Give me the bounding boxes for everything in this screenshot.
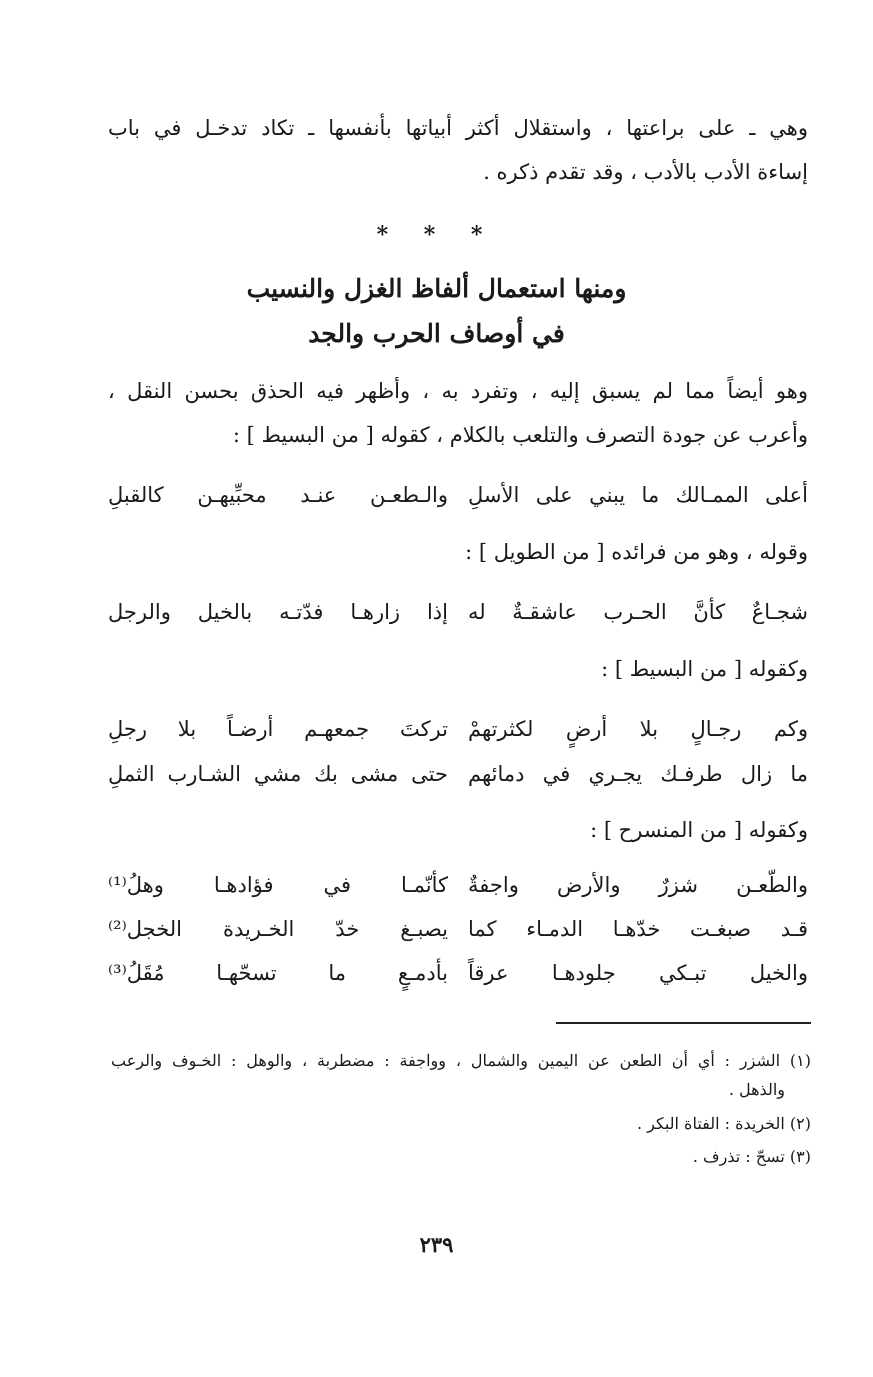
section-title-line-1: ومنها استعمال ألفاظ الغزل والنسيب bbox=[246, 274, 627, 303]
verse-first-hemistich: والطّعـن شزرٌ والأرض واجفةٌ bbox=[468, 873, 808, 897]
verse-row bbox=[108, 712, 808, 746]
verse-intro: وقوله ، وهو من فرائده [ من الطويل ] : bbox=[465, 540, 808, 564]
section-title-line-2: في أوصاف الحرب والجد bbox=[308, 319, 565, 348]
verse-first-hemistich: وكم رجـالٍ بلا أرضٍ لكثرتهمْ bbox=[468, 717, 808, 741]
verse-first-hemistich: والخيل تبـكي جلودهـا عرقاً bbox=[468, 961, 808, 985]
verse-second-hemistich: والـطعـن عنـد محبِّيهـن كالقبلِ bbox=[108, 483, 448, 507]
verse-second-hemistich: حتى مشى بك مشي الشـارب الثملِ bbox=[108, 762, 448, 786]
verse-second-hemistich: يصبـغ خدّ الخـريدة الخجل⁽²⁾ bbox=[108, 917, 448, 941]
verse-row bbox=[108, 595, 808, 629]
verse-first-hemistich: شجـاعٌ كأنَّ الحـرب عاشقـةٌ له bbox=[468, 600, 808, 624]
verse-row bbox=[108, 478, 808, 512]
verse-row bbox=[108, 868, 808, 902]
verse-row bbox=[108, 956, 808, 990]
verse-row bbox=[108, 912, 808, 946]
intro-line-1: وهي ـ على براعتها ، واستقلال أكثر أبياتها بأنفسها ـ تكاد تدخـل في باب bbox=[108, 116, 808, 140]
verse-second-hemistich: كأنّمـا في فؤادهـا وهلُ⁽¹⁾ bbox=[108, 873, 448, 897]
verse-row bbox=[108, 757, 808, 791]
intro-line-2: إساءة الأدب بالأدب ، وقد تقدم ذكره . bbox=[483, 160, 808, 184]
footnote-1-continuation: والذهل . bbox=[728, 1080, 785, 1099]
footnote-1: (١) الشزر : أي أن الطعن عن اليمين والشمال ، وواجفة : مضطربة ، والوهل : الخـوف والرعب bbox=[111, 1051, 811, 1070]
verse-intro: وكقوله [ من البسيط ] : bbox=[601, 657, 808, 681]
footnote-2: (٢) الخريدة : الفتاة البكر . bbox=[636, 1114, 811, 1133]
verse-first-hemistich: ما زال طرفـك يجـري في دمائهم bbox=[468, 762, 808, 786]
verse-first-hemistich: أعلى الممـالك ما يبني على الأسلِ bbox=[468, 483, 808, 507]
section-paragraph-line-2: وأعرب عن جودة التصرف والتلعب بالكلام ، كقوله [ من البسيط ] : bbox=[232, 423, 808, 447]
footnote-divider bbox=[556, 1022, 811, 1024]
verse-intro: وكقوله [ من المنسرح ] : bbox=[590, 818, 808, 842]
verse-second-hemistich: بأدمـعٍ ما تسحّهـا مُقَلُ⁽³⁾ bbox=[108, 961, 448, 985]
verse-second-hemistich: إذا زارهـا فدّتـه بالخيل والرجل bbox=[108, 600, 448, 624]
section-paragraph-line-1: وهو أيضاً مما لم يسبق إليه ، وتفرد به ، وأظهر فيه الحذق بحسن النقل ، bbox=[108, 379, 808, 403]
verse-first-hemistich: قـد صبغـت خدّهـا الدمـاء كما bbox=[468, 917, 808, 941]
verse-second-hemistich: تركتَ جمعهـم أرضـاً بلا رجلِ bbox=[108, 717, 448, 741]
section-separator: * * * bbox=[376, 222, 497, 248]
footnote-3: (٣) تسحّ : تذرف . bbox=[692, 1147, 811, 1166]
page-number: ٢٣٩ bbox=[419, 1232, 454, 1257]
